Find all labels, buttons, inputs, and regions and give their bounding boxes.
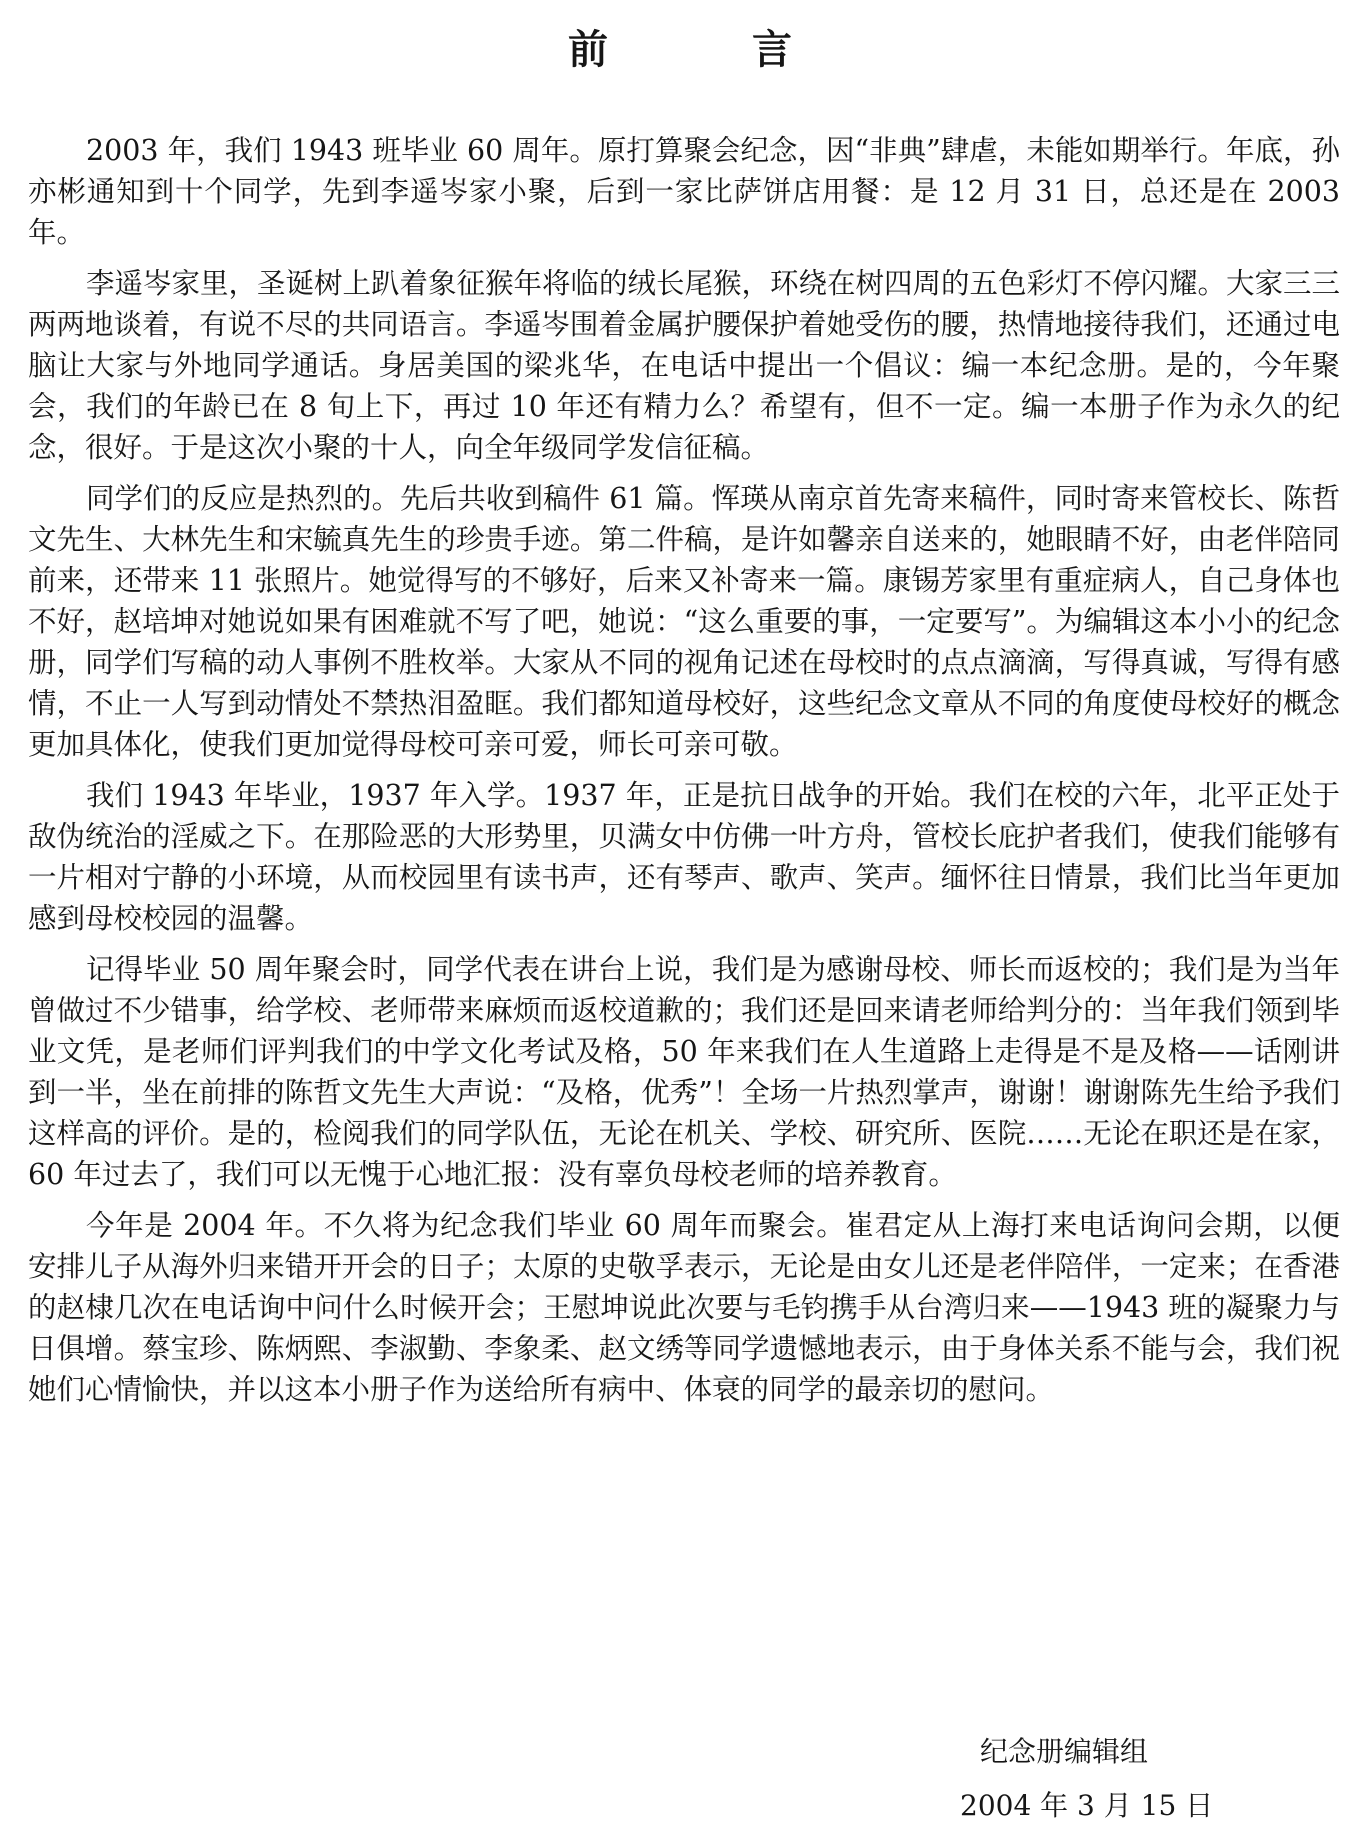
body-text [28, 130, 1340, 1420]
paragraph-3: 同学们的反应是热烈的。先后共收到稿件 61 篇。恽瑛从南京首先寄来稿件，同时寄来管校长、陈哲文先生、大林先生和宋毓真先生的珍贵手迹。第二件稿，是许如馨亲自送来的，她眼睛不好，由老伴陪同前来，还带来 11 张照片。她觉得写的不够好，后来又补寄来一篇。康锡芳家里有重症病人，自己身体也不好，赵培坤对她说如果有困难就不写了吧，她说：“这么重要的事，一定要写”。为编辑这本小小的纪念册，同学们写稿的动人事例不胜枚举。大家从不同的视角记述在母校时的点点滴滴，写得真诚，写得有感情，不止一人写到动情处不禁热泪盈眶。我们都知道母校好，这些纪念文章从不同的角度使母校好的概念更加具体化，使我们更加觉得母校可亲可爱，师长可亲可敬。 [28, 482, 1340, 761]
paragraph-5: 记得毕业 50 周年聚会时，同学代表在讲台上说，我们是为感谢母校、师长而返校的；我们是为当年曾做过不少错事，给学校、老师带来麻烦而返校道歉的；我们还是回来请老师给判分的：当年我们领到毕业文凭，是老师们评判我们的中学文化考试及格，50 年来我们在人生道路上走得是不是及格——话刚讲到一半，坐在前排的陈哲文先生大声说：“及格，优秀”！全场一片热烈掌声，谢谢！谢谢陈先生给予我们这样高的评价。是的，检阅我们的同学队伍，无论在机关、学校、研究所、医院……无论在职还是在家，60 年过去了，我们可以无愧于心地汇报：没有辜负母校老师的培养教育。 [28, 953, 1340, 1191]
paragraph-6: 今年是 2004 年。不久将为纪念我们毕业 60 周年而聚会。崔君定从上海打来电话询问会期，以便安排儿子从海外归来错开开会的日子；太原的史敬孚表示，无论是由女儿还是老伴陪伴，一定来；在香港的赵棣几次在电话询中问什么时候开会；王慰坤说此次要与毛钧携手从台湾归来——1943 班的凝聚力与日俱增。蔡宝珍、陈炳熙、李淑勤、李象柔、赵文绣等同学遗憾地表示，由于身体关系不能与会，我们祝她们心情愉快，并以这本小册子作为送给所有病中、体衰的同学的最亲切的慰问。 [28, 1209, 1340, 1406]
page-title: 前 言 [568, 26, 844, 73]
signature: 纪念册编辑组 [980, 1735, 1149, 1768]
paragraph-4: 我们 1943 年毕业，1937 年入学。1937 年，正是抗日战争的开始。我们在校的六年，北平正处于敌伪统治的淫威之下。在那险恶的大形势里，贝满女中仿佛一叶方舟，管校长庇护者我们，使我们能够有一片相对宁静的小环境，从而校园里有读书声，还有琴声、歌声、笑声。缅怀往日情景，我们比当年更加感到母校校园的温馨。 [28, 779, 1340, 935]
paragraph-1: 2003 年，我们 1943 班毕业 60 周年。原打算聚会纪念，因“非典”肆虐，未能如期举行。年底，孙亦彬通知到十个同学，先到李遥岑家小聚，后到一家比萨饼店用餐：是 12 月 31 日，总还是在 2003 年。 [28, 134, 1340, 249]
date: 2004 年 3 月 15 日 [960, 1789, 1214, 1822]
paragraph-2: 李遥岑家里，圣诞树上趴着象征猴年将临的绒长尾猴，环绕在树四周的五色彩灯不停闪耀。大家三三两两地谈着，有说不尽的共同语言。李遥岑围着金属护腰保护着她受伤的腰，热情地接待我们，还通过电脑让大家与外地同学通话。身居美国的梁兆华，在电话中提出一个倡议：编一本纪念册。是的，今年聚会，我们的年龄已在 8 旬上下，再过 10 年还有精力么？希望有，但不一定。编一本册子作为永久的纪念，很好。于是这次小聚的十人，向全年级同学发信征稿。 [28, 267, 1341, 464]
